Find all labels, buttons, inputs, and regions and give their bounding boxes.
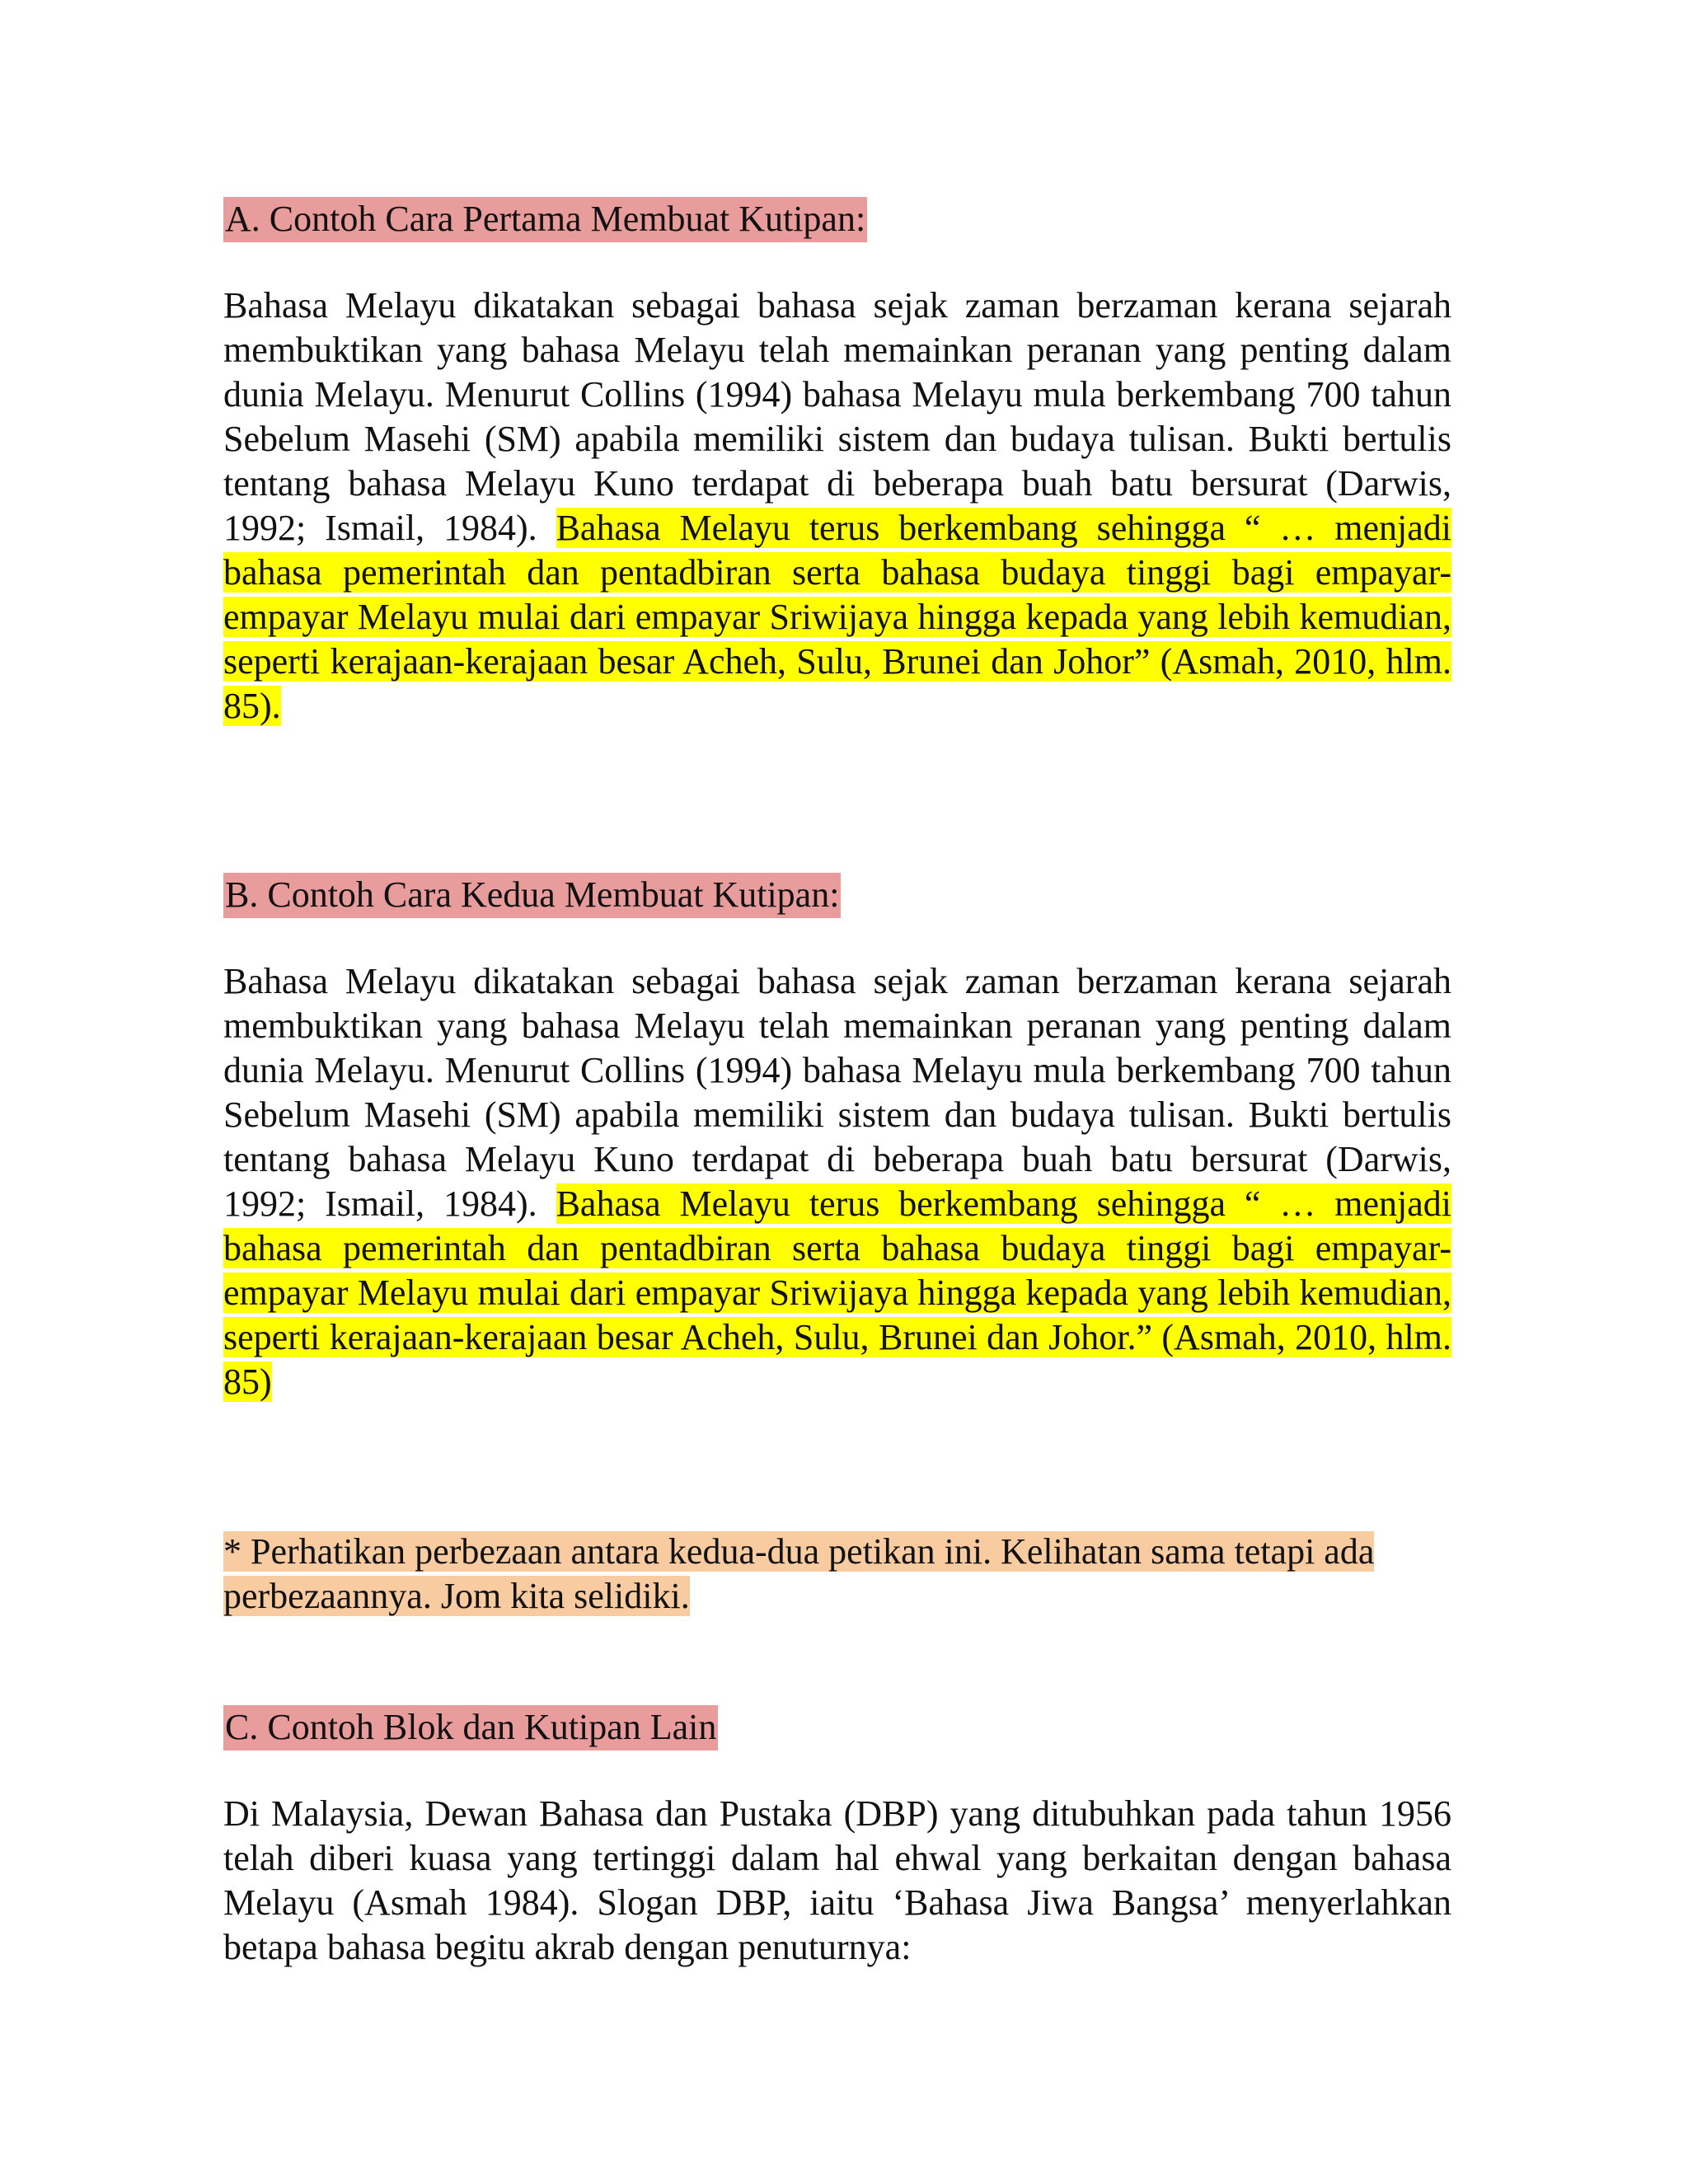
section-b-paragraph (223, 959, 1451, 1404)
section-b-heading (223, 872, 1451, 918)
section-b-plain-text: Bahasa Melayu dikatakan sebagai bahasa sejak zaman berzaman kerana sejarah membuktikan yang bahasa Melayu telah memainkan peranan yang penting dalam dunia Melayu. Menurut Collins (1994) bahasa Melayu mula berkembang 700 tahun Sebelum Masehi (SM) apabila memiliki sistem dan budaya tulisan. Bukti bertulis tentang bahasa Melayu Kuno terdapat di beberapa buah batu bersurat (Darwis, 1992; Ismail, 1984). (223, 961, 1451, 1224)
section-a-quote-highlight: Bahasa Melayu terus berkembang sehingga “ … menjadi bahasa pemerintah dan pentadbiran serta bahasa budaya tinggi bagi empayar-empayar Melayu mulai dari empayar Sriwijaya hingga kepada yang lebih kemudian, seperti kerajaan-kerajaan besar Acheh, Sulu, Brunei dan Johor” (Asmah, 2010, hlm. 85). (223, 508, 1451, 726)
section-b-heading-text: B. Contoh Cara Kedua Membuat Kutipan: (223, 873, 841, 918)
section-c-heading-text: C. Contoh Blok dan Kutipan Lain (223, 1705, 718, 1750)
section-a-plain-text: Bahasa Melayu dikatakan sebagai bahasa sejak zaman berzaman kerana sejarah membuktikan yang bahasa Melayu telah memainkan peranan yang penting dalam dunia Melayu. Menurut Collins (1994) bahasa Melayu mula berkembang 700 tahun Sebelum Masehi (SM) apabila memiliki sistem dan budaya tulisan. Bukti bertulis tentang bahasa Melayu Kuno terdapat di beberapa buah batu bersurat (Darwis, 1992; Ismail, 1984). (223, 285, 1451, 548)
section-a-paragraph (223, 284, 1451, 729)
comparison-note (223, 1530, 1451, 1619)
section-a-heading-text: A. Contoh Cara Pertama Membuat Kutipan: (223, 197, 867, 242)
document-content (223, 196, 1451, 1970)
section-a-heading (223, 196, 1451, 242)
section-b-quote-highlight: Bahasa Melayu terus berkembang sehingga “ … menjadi bahasa pemerintah dan pentadbiran serta bahasa budaya tinggi bagi empayar-empayar Melayu mulai dari empayar Sriwijaya hingga kepada yang lebih kemudian, seperti kerajaan-kerajaan besar Acheh, Sulu, Brunei dan Johor.” (Asmah, 2010, hlm. 85) (223, 1183, 1451, 1402)
comparison-note-text: * Perhatikan perbezaan antara kedua-dua petikan ini. Kelihatan sama tetapi ada perbezaannya. Jom kita selidiki. (223, 1531, 1375, 1616)
section-c-paragraph: Di Malaysia, Dewan Bahasa dan Pustaka (DBP) yang ditubuhkan pada tahun 1956 telah diberi kuasa yang tertinggi dalam hal ehwal yang berkaitan dengan bahasa Melayu (Asmah 1984). Slogan DBP, iaitu ‘Bahasa Jiwa Bangsa’ menyerlahkan betapa bahasa begitu akrab dengan penuturnya: (223, 1793, 1451, 1967)
section-c-heading (223, 1704, 1451, 1750)
